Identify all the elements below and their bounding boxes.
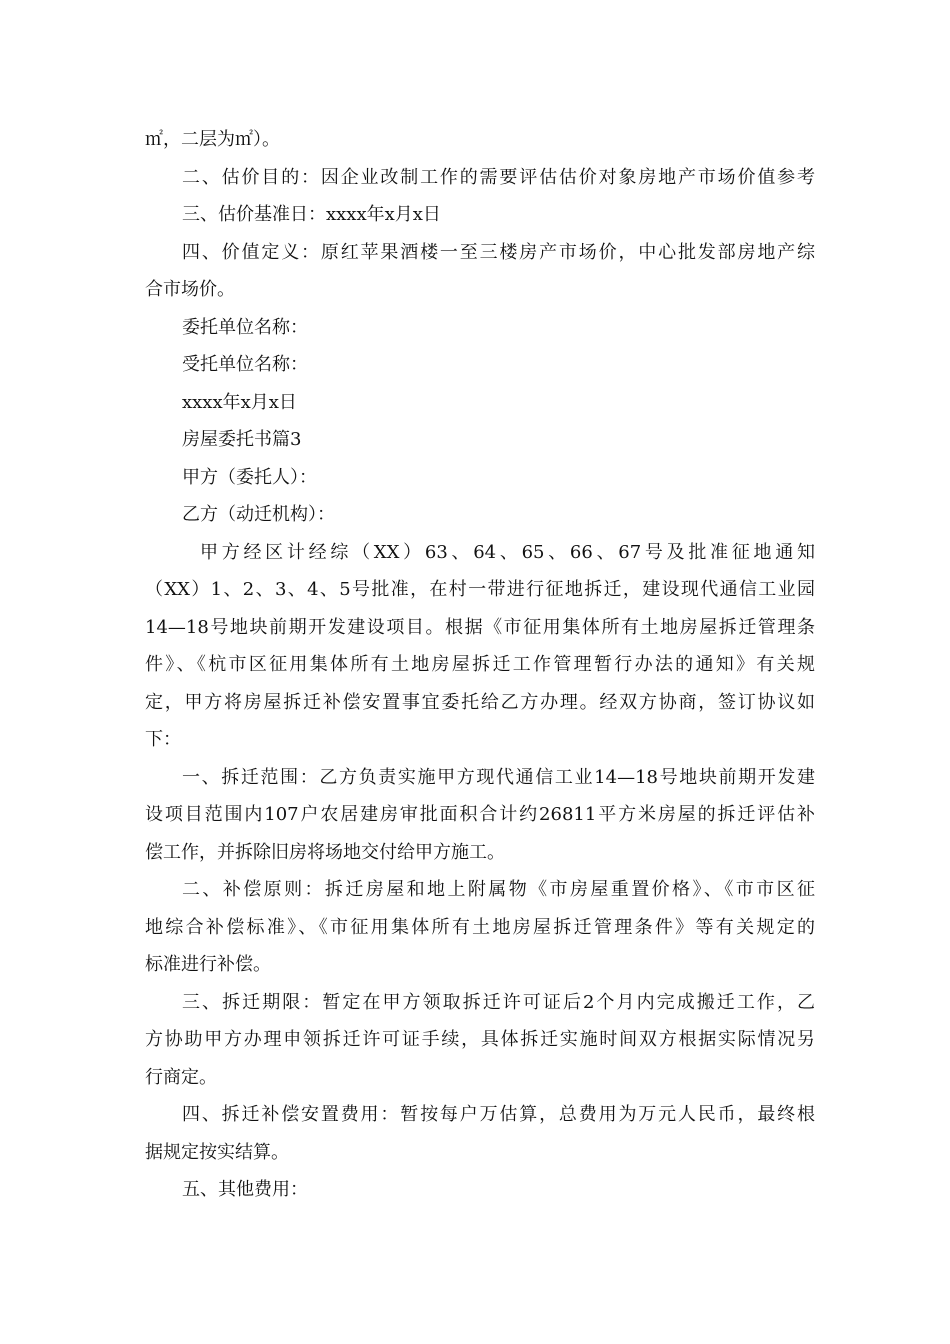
text-line: 四、拆迁补偿安置费用：暂按每户万估算，总费用为万元人民币，最终根: [182, 1104, 815, 1125]
text-line: 三、拆迁期限：暂定在甲方领取拆迁许可证后2个月内完成搬迁工作，乙: [182, 992, 815, 1013]
text-line: 定，甲方将房屋拆迁补偿安置事宜委托给乙方办理。经双方协商，签订协议如: [145, 692, 815, 713]
text-line: 甲方经区计经综（XX）63、64、65、66、67号及批准征地通知: [200, 542, 815, 563]
text-line: （XX）1、2、3、4、5号批准，在村一带进行征地拆迁，建设现代通信工业园: [145, 579, 815, 600]
section-heading: 房屋委托书篇3: [182, 429, 302, 450]
text-line: 委托单位名称：: [182, 317, 308, 338]
text-line: 地综合补偿标准》、《市征用集体所有土地房屋拆迁管理条件》等有关规定的: [145, 917, 815, 938]
text-line: 四、价值定义：原红苹果酒楼一至三楼房产市场价，中心批发部房地产综: [182, 242, 815, 263]
text-line: xxxx年x月x日: [182, 392, 297, 413]
text-line: 据规定按实结算。: [145, 1142, 289, 1163]
text-line: 三、估价基准日：xxxx年x月x日: [182, 204, 441, 225]
text-line: 行商定。: [145, 1067, 217, 1088]
text-line: 五、其他费用：: [182, 1179, 308, 1200]
text-line: 受托单位名称：: [182, 354, 308, 375]
text-line: 14—18号地块前期开发建设项目。根据《市征用集体所有土地房屋拆迁管理条: [145, 617, 815, 638]
text-line: 设项目范围内107户农居建房审批面积合计约26811平方米房屋的拆迁评估补: [145, 804, 815, 825]
text-line: 二、补偿原则：拆迁房屋和地上附属物《市房屋重置价格》、《市市区征: [182, 879, 815, 900]
text-line: 件》、《杭市区征用集体所有土地房屋拆迁工作管理暂行办法的通知》有关规: [145, 654, 815, 675]
text-line: 标准进行补偿。: [145, 954, 271, 975]
text-line: 二、估价目的：因企业改制工作的需要评估估价对象房地产市场价值参考: [182, 167, 815, 188]
text-line: ㎡，二层为㎡）。: [145, 129, 280, 150]
text-line: 一、拆迁范围：乙方负责实施甲方现代通信工业14—18号地块前期开发建: [182, 767, 815, 788]
text-line: 下：: [145, 729, 181, 750]
text-line: 乙方（动迁机构）：: [182, 504, 335, 525]
text-line: 偿工作，并拆除旧房将场地交付给甲方施工。: [145, 842, 505, 863]
text-line: 方协助甲方办理申领拆迁许可证手续，具体拆迁实施时间双方根据实际情况另: [145, 1029, 815, 1050]
text-line: 合市场价。: [145, 279, 235, 300]
text-line: 甲方（委托人）：: [182, 467, 317, 488]
